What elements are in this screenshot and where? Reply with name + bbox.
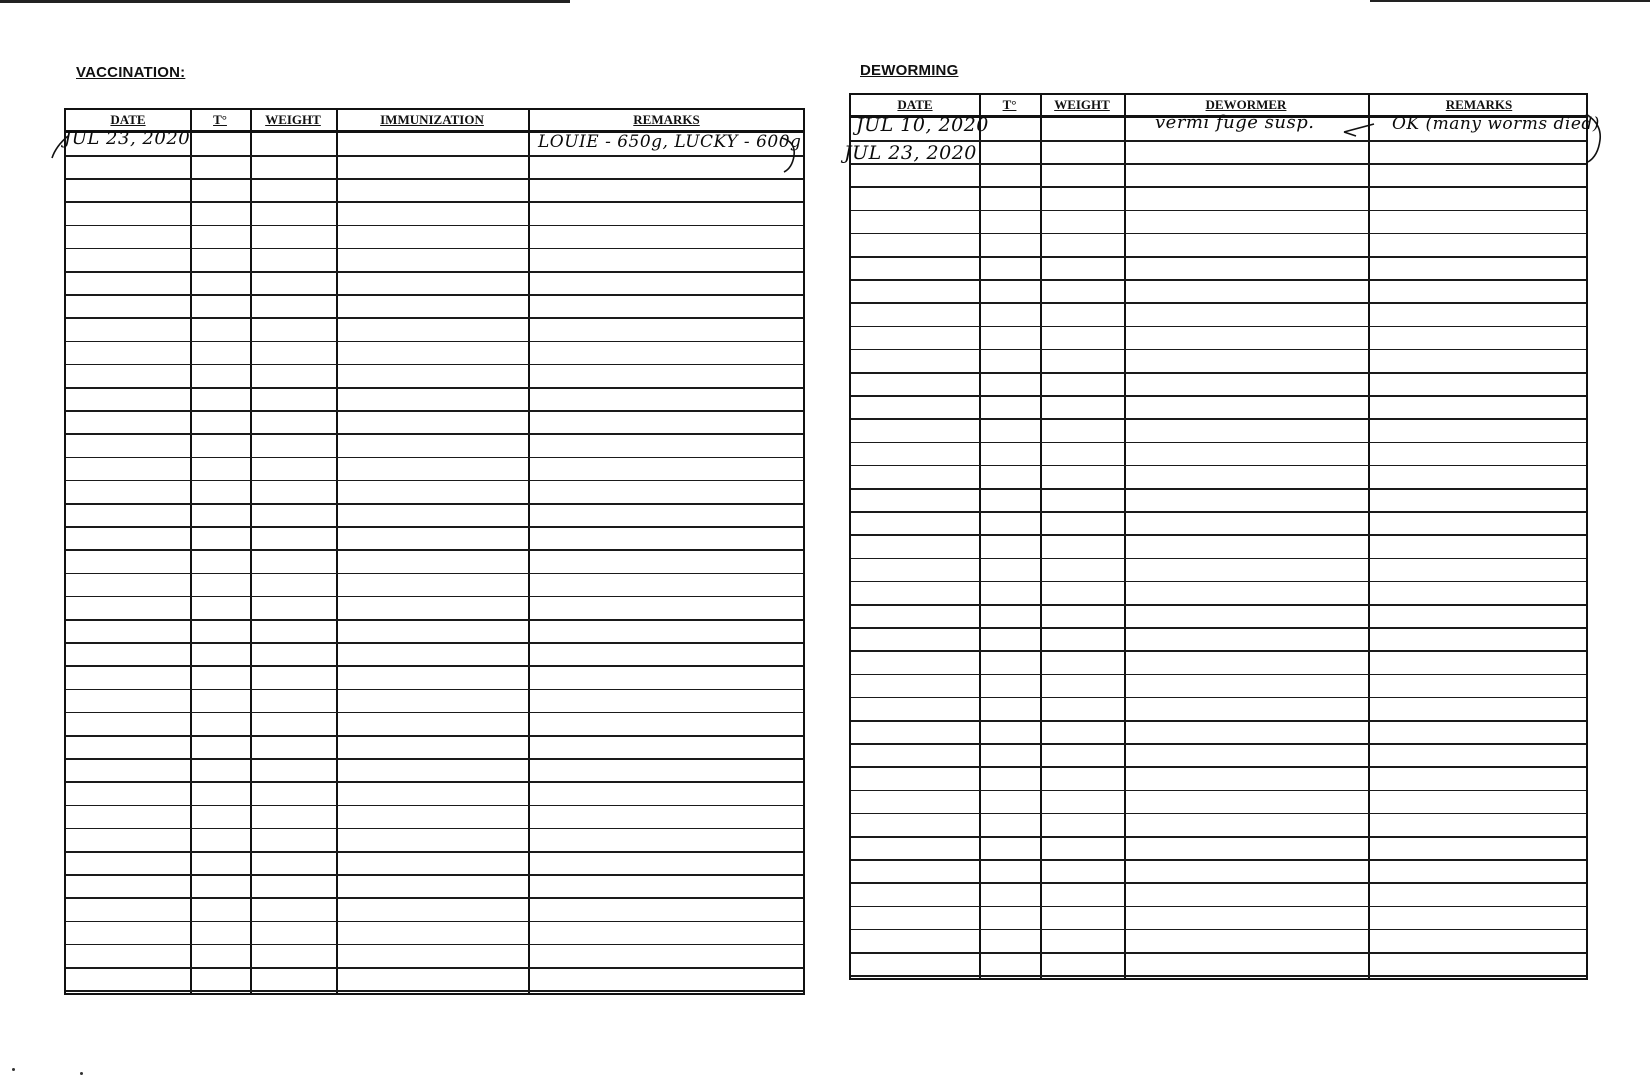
row-line (851, 882, 1586, 884)
vaccination-entry-remarks: LOUIE - 650g, LUCKY - 600g (538, 132, 802, 152)
handwritten-bracket-mark (1584, 110, 1608, 166)
column-divider (1124, 95, 1126, 978)
vaccination-table (64, 108, 805, 995)
row-line (66, 851, 803, 853)
row-line (66, 874, 803, 876)
row-line (66, 271, 803, 273)
row-line (66, 387, 803, 389)
row-line (66, 526, 803, 528)
column-divider (1040, 95, 1042, 978)
row-line (851, 697, 1586, 699)
row-line (851, 627, 1586, 629)
column-divider (979, 95, 981, 978)
deworming-header-dewormer: DEWORMER (1205, 97, 1287, 112)
row-line (66, 642, 803, 644)
row-line (851, 279, 1586, 281)
row-line (66, 944, 803, 946)
row-line (851, 720, 1586, 722)
row-line (851, 581, 1586, 583)
vaccination-header-temp: T° (213, 112, 227, 127)
handwritten-arrow-mark (1340, 120, 1376, 140)
row-line (66, 805, 803, 807)
deworming-entry-dewormer-1: vermi fuge susp. (1155, 112, 1315, 133)
row-line (851, 859, 1586, 861)
row-line (851, 465, 1586, 467)
scan-speck (12, 1068, 15, 1071)
row-line (66, 225, 803, 227)
row-line (66, 248, 803, 250)
row-line (851, 442, 1586, 444)
row-line (66, 758, 803, 760)
scan-speck (80, 1072, 83, 1075)
column-divider (528, 110, 530, 993)
row-line (66, 921, 803, 923)
row-line (851, 650, 1586, 652)
column-divider (190, 110, 192, 993)
vaccination-header-immunization: IMMUNIZATION (380, 112, 484, 127)
row-line (66, 573, 803, 575)
row-line (851, 395, 1586, 397)
row-line (851, 511, 1586, 513)
row-line (66, 735, 803, 737)
row-line (851, 836, 1586, 838)
deworming-header-date: DATE (897, 97, 933, 112)
row-line (851, 952, 1586, 954)
row-line (66, 317, 803, 319)
row-line (851, 186, 1586, 188)
row-line (66, 619, 803, 621)
row-line (851, 558, 1586, 560)
column-divider (1368, 95, 1370, 978)
row-line (851, 326, 1586, 328)
row-line (851, 233, 1586, 235)
deworming-entry-date-1: JUL 10, 2020 (856, 114, 989, 136)
row-line (851, 302, 1586, 304)
row-line (66, 364, 803, 366)
row-line (66, 155, 803, 157)
row-line (851, 210, 1586, 212)
row-line (851, 766, 1586, 768)
row-line (66, 457, 803, 459)
row-line (851, 975, 1586, 977)
row-line (66, 201, 803, 203)
row-line (66, 433, 803, 435)
row-line (851, 488, 1586, 490)
column-divider (250, 110, 252, 993)
vaccination-header-date: DATE (110, 112, 146, 127)
deworming-table (849, 93, 1588, 980)
row-line (66, 781, 803, 783)
row-line (851, 534, 1586, 536)
row-line (851, 372, 1586, 374)
row-line (66, 294, 803, 296)
row-line (851, 929, 1586, 931)
row-line (66, 596, 803, 598)
deworming-header-temp: T° (1002, 97, 1017, 112)
row-line (66, 178, 803, 180)
row-line (66, 410, 803, 412)
deworming-entry-remarks-1: OK (many worms died) (1392, 114, 1600, 134)
deworming-entry-date-2: JUL 23, 2020 (844, 142, 977, 164)
row-line (66, 480, 803, 482)
scan-edge-mark (0, 0, 570, 3)
row-line (851, 790, 1586, 792)
deworming-header-remarks: REMARKS (1445, 97, 1513, 112)
vaccination-header-remarks: REMARKS (633, 112, 700, 127)
row-line (66, 828, 803, 830)
deworming-header-weight: WEIGHT (1054, 97, 1110, 112)
scan-edge-mark (1370, 0, 1650, 2)
row-line (66, 503, 803, 505)
handwritten-bracket-mark (780, 132, 806, 178)
column-divider (336, 110, 338, 993)
row-line (851, 906, 1586, 908)
vaccination-title: VACCINATION: (76, 64, 186, 81)
row-line (851, 256, 1586, 258)
vaccination-entry-date: JUL 23, 2020 (64, 128, 191, 149)
row-line (66, 689, 803, 691)
row-line (66, 665, 803, 667)
row-line (66, 712, 803, 714)
row-line (851, 813, 1586, 815)
row-line (66, 990, 803, 992)
handwritten-tick-mark (50, 132, 70, 162)
row-line (851, 418, 1586, 420)
row-line (66, 967, 803, 969)
deworming-title: DEWORMING (860, 62, 959, 79)
row-line (851, 674, 1586, 676)
row-line (66, 897, 803, 899)
row-line (851, 743, 1586, 745)
row-line (851, 349, 1586, 351)
row-line (66, 549, 803, 551)
row-line (851, 604, 1586, 606)
vaccination-header-weight: WEIGHT (265, 112, 321, 127)
row-line (66, 341, 803, 343)
